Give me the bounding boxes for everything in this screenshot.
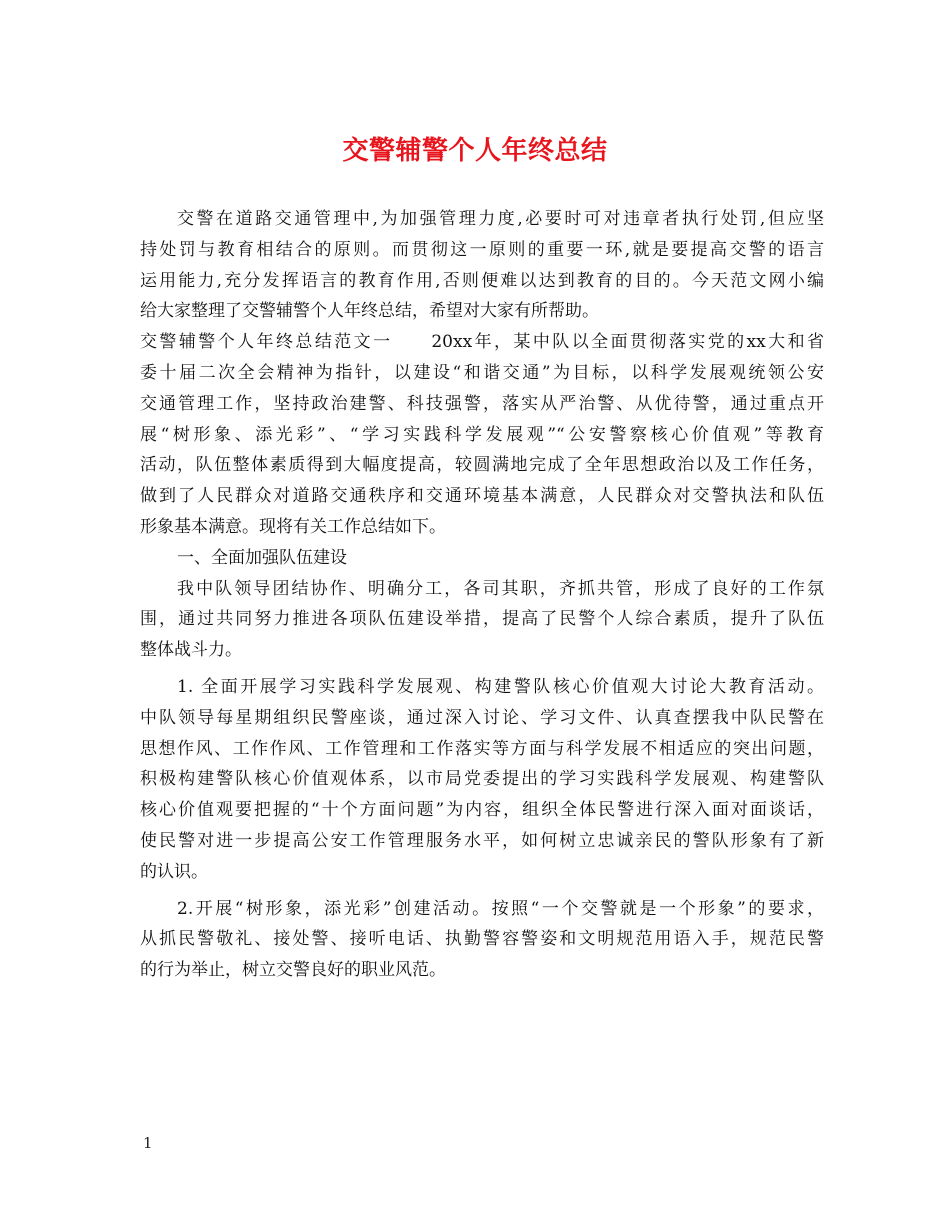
item-1-line-1: 1. 全面开展学习实践科学发展观、构建警队核心价值观大讨论大教育活动。: [177, 676, 824, 697]
intro-line-1: 交警在道路交通管理中,为加强管理力度,必要时可对违章者执行处罚,但应坚: [177, 209, 824, 229]
item-2-line-1: 2.开展“树形象，添光彩”创建活动。按照“一个交警就是一个形象”的要求，: [177, 898, 824, 919]
item-1-line-6: 使民警对进一步提高公安工作管理服务水平，如何树立忠诚亲民的警队形象有了新: [140, 830, 824, 851]
team-building-line-3: 整体战斗力。: [140, 640, 242, 661]
intro-line-2: 持处罚与教育相结合的原则。而贯彻这一原则的重要一环,就是要提高交警的语言: [140, 239, 824, 260]
item-2-line-2: 从抓民警敬礼、接处警、接听电话、执勤警容警姿和文明规范用语入手，规范民警: [140, 929, 824, 950]
page-number: 1: [143, 1134, 153, 1152]
document-body: [140, 204, 824, 986]
summary-line-2: 委十届二次全会精神为指针，以建设“和谐交通”为目标，以科学发展观统领公安: [140, 362, 824, 383]
section-heading-team-building: 一、全面加强队伍建设: [177, 547, 347, 568]
summary-line-3: 交通管理工作，坚持政治建警、科技强警，落实从严治警、从优待警，通过重点开: [140, 393, 824, 414]
summary-line-7: 形象基本满意。现将有关工作总结如下。: [140, 516, 446, 537]
summary-line-4: 展“树形象、添光彩”、“学习实践科学发展观”“公安警察核心价值观”等教育: [140, 424, 824, 445]
item-1-line-2: 中队领导每星期组织民警座谈，通过深入讨论、学习文件、认真查摆我中队民警在: [140, 707, 824, 728]
item-1-line-4: 积极构建警队核心价值观体系，以市局党委提出的学习实践科学发展观、构建警队: [140, 769, 824, 790]
item-1-line-7: 的认识。: [140, 861, 208, 882]
summary-line-1: 交警辅警个人年终总结范文一 20xx年，某中队以全面贯彻落实党的xx大和省: [140, 332, 824, 353]
item-2-line-3: 的行为举止，树立交警良好的职业风范。: [140, 960, 446, 981]
document-title: 交警辅警个人年终总结: [342, 136, 608, 166]
intro-line-3: 运用能力,充分发挥语言的教育作用,否则便难以达到教育的目的。今天范文网小编: [140, 270, 824, 291]
intro-line-4: 给大家整理了交警辅警个人年终总结，希望对大家有所帮助。: [140, 301, 599, 322]
team-building-line-2: 围，通过共同努力推进各项队伍建设举措，提高了民警个人综合素质，提升了队伍: [140, 609, 824, 630]
item-1-line-3: 思想作风、工作作风、工作管理和工作落实等方面与科学发展不相适应的突出问题，: [140, 738, 824, 759]
summary-line-6: 做到了人民群众对道路交通秩序和交通环境基本满意，人民群众对交警执法和队伍: [140, 486, 824, 507]
summary-line-5: 活动，队伍整体素质得到大幅度提高，较圆满地完成了全年思想政治以及工作任务，: [140, 455, 824, 476]
team-building-line-1: 我中队领导团结协作、明确分工，各司其职，齐抓共管，形成了良好的工作氛: [177, 578, 824, 599]
item-1-line-5: 核心价值观要把握的“十个方面问题”为内容，组织全体民警进行深入面对面谈话，: [140, 800, 824, 821]
